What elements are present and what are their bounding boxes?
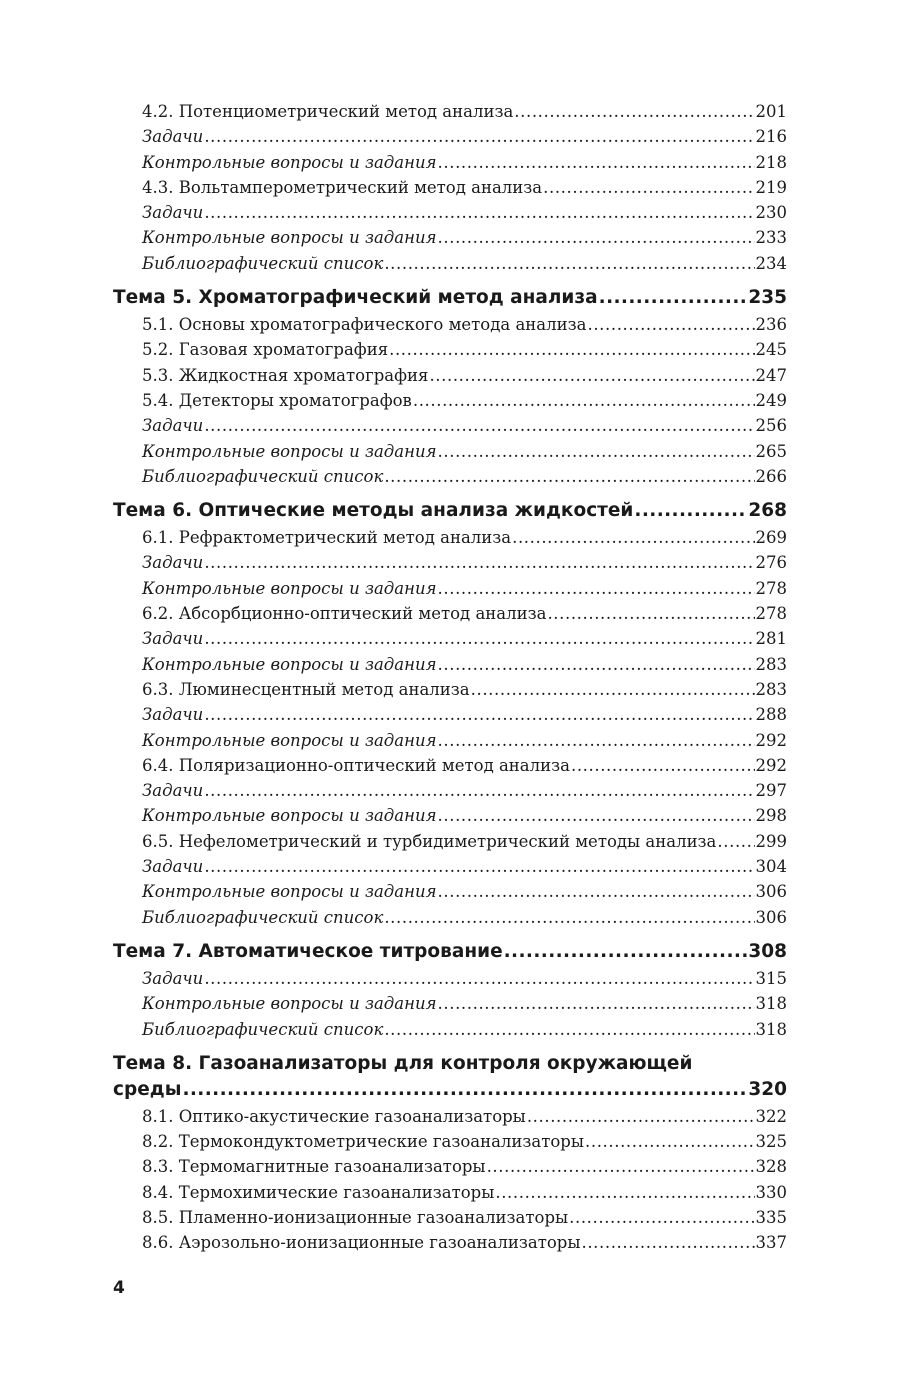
dot-leader: [384, 905, 754, 930]
toc-entry-title: 6.4. Поляризационно-оптический метод анализа: [142, 755, 570, 775]
dot-leader: [585, 1129, 755, 1154]
toc-entry[interactable]: [113, 1129, 787, 1154]
toc-entry-title: Контрольные вопросы и задания: [142, 228, 437, 248]
toc-entry[interactable]: [113, 99, 787, 124]
toc-entry-title: Контрольные вопросы и задания: [142, 806, 437, 826]
toc-entry[interactable]: [113, 702, 787, 727]
toc-entry[interactable]: [113, 363, 787, 388]
dot-leader: [204, 702, 754, 727]
toc-entry[interactable]: [113, 150, 787, 175]
toc-entry-page: 304: [755, 857, 787, 877]
dot-leader: [204, 550, 754, 575]
toc-entry-page: 315: [755, 968, 787, 988]
toc-entry-title: Контрольные вопросы и задания: [142, 730, 437, 750]
toc-entry-title: Задачи: [142, 203, 204, 223]
dot-leader: [204, 778, 754, 803]
toc-entry-title: Контрольные вопросы и задания: [142, 578, 437, 598]
toc-entry-title: Задачи: [142, 705, 204, 725]
toc-entry[interactable]: [113, 803, 787, 828]
toc-entry[interactable]: [113, 1104, 787, 1129]
toc-entry-title: 8.4. Термохимические газоанализаторы: [142, 1182, 495, 1202]
dot-leader: [514, 99, 754, 124]
toc-entry-title: Задачи: [142, 629, 204, 649]
toc-entry-page: 335: [755, 1207, 787, 1227]
toc-entry-page: 292: [755, 755, 787, 775]
toc-entry[interactable]: [113, 251, 787, 276]
toc-entry[interactable]: [113, 939, 787, 965]
dot-leader: [527, 1104, 755, 1129]
dot-leader: [438, 439, 755, 464]
toc-entry-page: 299: [755, 831, 787, 851]
dot-leader: [384, 1017, 754, 1042]
toc-entry-page: 269: [755, 528, 787, 548]
toc-entry-page: 306: [755, 907, 787, 927]
dot-leader: [204, 200, 754, 225]
toc-topic: [113, 285, 787, 311]
dot-leader: [204, 966, 754, 991]
toc-entry[interactable]: [113, 778, 787, 803]
toc-entry[interactable]: [113, 1230, 787, 1255]
dot-leader: [438, 576, 755, 601]
toc-entry-title: 5.1. Основы хроматографического метода анализа: [142, 315, 587, 335]
dot-leader: [547, 601, 754, 626]
toc-topic-title-line: Тема 8. Газоанализаторы для контроля окружающей: [113, 1052, 693, 1074]
toc-entry-title: 4.3. Вольтамперометрический метод анализа: [142, 177, 543, 197]
dot-leader: [438, 803, 755, 828]
toc-entry-title: 6.5. Нефелометрический и турбидиметрический методы анализа: [142, 831, 717, 851]
toc-entry[interactable]: [113, 1154, 787, 1179]
toc-topic: [113, 498, 787, 524]
toc-entry-page: 322: [755, 1106, 787, 1126]
dot-leader: [471, 677, 755, 702]
toc-entry-page: 266: [755, 466, 787, 486]
toc-entry-page: 283: [755, 654, 787, 674]
dot-leader: [384, 464, 754, 489]
toc-entry-page: 318: [755, 1019, 787, 1039]
toc-entry-title: 8.1. Оптико-акустические газоанализаторы: [142, 1106, 526, 1126]
toc-entry-title: Тема 6. Оптические методы анализа жидкостей: [113, 500, 634, 522]
toc-entry-page: 288: [755, 705, 787, 725]
dot-leader: [182, 1077, 747, 1103]
dot-leader: [204, 626, 754, 651]
toc-entry-title: Библиографический список: [142, 907, 384, 927]
toc-entry-title: Тема 7. Автоматическое титрование: [113, 940, 503, 962]
toc-entry[interactable]: [113, 337, 787, 362]
toc-entry[interactable]: [113, 626, 787, 651]
toc-entry-title: Контрольные вопросы и задания: [142, 994, 437, 1014]
toc-entry-title: 6.2. Абсорбционно-оптический метод анализа: [142, 604, 547, 624]
toc-entry-title: 5.2. Газовая хроматография: [142, 340, 389, 360]
dot-leader: [569, 1205, 754, 1230]
dot-leader: [438, 728, 755, 753]
toc-entry-page: 201: [755, 102, 787, 121]
toc-entry[interactable]: [113, 728, 787, 753]
toc-entry[interactable]: [113, 576, 787, 601]
toc-entry-page: 281: [755, 629, 787, 649]
toc-entry-title: 6.1. Рефрактометрический метод анализа: [142, 528, 512, 548]
toc-entry[interactable]: [113, 854, 787, 879]
toc-entry-page: 337: [755, 1233, 787, 1253]
dot-leader: [495, 1180, 754, 1205]
toc-entry[interactable]: [113, 991, 787, 1016]
dot-leader: [389, 337, 754, 362]
toc-entry-page: 233: [755, 228, 787, 248]
toc-entry[interactable]: [113, 829, 787, 854]
dot-leader: [599, 285, 748, 311]
toc-entry-page: 276: [755, 553, 787, 573]
dot-leader: [487, 1154, 755, 1179]
dot-leader: [204, 124, 754, 149]
toc-entry-title: 8.5. Пламенно-ионизационные газоанализаторы: [142, 1207, 569, 1227]
dot-leader: [587, 312, 754, 337]
toc-entry[interactable]: [113, 550, 787, 575]
toc-entry-title: Задачи: [142, 968, 204, 988]
dot-leader: [504, 939, 748, 965]
toc-entry[interactable]: [113, 285, 787, 311]
toc-entry[interactable]: [113, 677, 787, 702]
toc-entry-title: 4.2. Потенциометрический метод анализа: [142, 102, 514, 121]
toc-entry-title: Задачи: [142, 127, 204, 147]
toc-entry-page: 297: [755, 781, 787, 801]
toc-entry[interactable]: [113, 525, 787, 550]
dot-leader: [717, 829, 754, 854]
toc-entry-title: Контрольные вопросы и задания: [142, 654, 437, 674]
toc-entry-title: Контрольные вопросы и задания: [142, 882, 437, 902]
toc-entry-title: Задачи: [142, 553, 204, 573]
toc-entry[interactable]: [113, 200, 787, 225]
toc-entry-page: 256: [755, 416, 787, 436]
toc-entry-page: 247: [755, 365, 787, 385]
dot-leader: [204, 854, 754, 879]
toc-entry[interactable]: [113, 498, 787, 524]
toc-entry-title: Библиографический список: [142, 1019, 384, 1039]
toc-entry-page: 292: [755, 730, 787, 750]
toc-entry-page: 330: [755, 1182, 787, 1202]
toc-entry-page: 234: [755, 253, 787, 273]
toc-entry-title: 8.6. Аэрозольно-ионизационные газоанализаторы: [142, 1233, 581, 1253]
toc-entry-page: 265: [755, 441, 787, 461]
toc-entry[interactable]: [113, 1077, 787, 1103]
dot-leader: [512, 525, 754, 550]
dot-leader: [543, 175, 754, 200]
toc-entry[interactable]: [113, 879, 787, 904]
toc-entry[interactable]: [113, 753, 787, 778]
dot-leader: [438, 879, 755, 904]
toc-entry-title: Тема 5. Хроматографический метод анализа: [113, 287, 598, 309]
toc-entry[interactable]: [113, 439, 787, 464]
toc-entry-title: Библиографический список: [142, 253, 384, 273]
table-of-contents: [113, 99, 787, 1256]
toc-entry-title: 5.3. Жидкостная хроматография: [142, 365, 429, 385]
toc-entry[interactable]: [113, 464, 787, 489]
toc-entry-title: 6.3. Люминесцентный метод анализа: [142, 679, 470, 699]
toc-entry[interactable]: [113, 124, 787, 149]
toc-entry-page: 230: [755, 203, 787, 223]
toc-entry[interactable]: [113, 413, 787, 438]
toc-entry[interactable]: [113, 312, 787, 337]
toc-entry[interactable]: [113, 601, 787, 626]
toc-entry[interactable]: [113, 175, 787, 200]
toc-entry-title: 5.4. Детекторы хроматографов: [142, 390, 412, 410]
dot-leader: [571, 753, 755, 778]
dot-leader: [438, 150, 755, 175]
dot-leader: [413, 388, 755, 413]
dot-leader: [581, 1230, 754, 1255]
toc-entry-page: 278: [755, 604, 787, 624]
dot-leader: [429, 363, 754, 388]
toc-entry[interactable]: [113, 905, 787, 930]
toc-entry-page: 268: [748, 500, 787, 522]
toc-entry-title: Контрольные вопросы и задания: [142, 441, 437, 461]
dot-leader: [634, 498, 747, 524]
toc-entry-title: Библиографический список: [142, 466, 384, 486]
dot-leader: [438, 225, 755, 250]
toc-entry-page: 328: [755, 1157, 787, 1177]
toc-entry-page: 298: [755, 806, 787, 826]
toc-entry[interactable]: [113, 1205, 787, 1230]
toc-entry-title: Контрольные вопросы и задания: [142, 152, 437, 172]
toc-entry-page: 235: [748, 287, 787, 309]
dot-leader: [384, 251, 754, 276]
toc-entry[interactable]: [113, 1017, 787, 1042]
toc-topic: [113, 1051, 787, 1103]
toc-entry-page: 219: [755, 177, 787, 197]
toc-entry[interactable]: [113, 1180, 787, 1205]
toc-entry-page: 218: [755, 152, 787, 172]
toc-entry-title: Задачи: [142, 781, 204, 801]
toc-entry-page: 245: [755, 340, 787, 360]
toc-entry[interactable]: [113, 652, 787, 677]
toc-entry[interactable]: [113, 966, 787, 991]
toc-entry[interactable]: [113, 225, 787, 250]
page-number: 4: [113, 1278, 125, 1298]
toc-entry-page: 318: [755, 994, 787, 1014]
dot-leader: [204, 413, 754, 438]
toc-entry-page: 236: [755, 315, 787, 335]
toc-entry-title: Задачи: [142, 857, 204, 877]
toc-entry-page: 249: [755, 390, 787, 410]
toc-entry-page: 278: [755, 578, 787, 598]
toc-entry-title: 8.3. Термомагнитные газоанализаторы: [142, 1157, 486, 1177]
toc-entry-page: 325: [755, 1132, 787, 1152]
toc-entry-page: 306: [755, 882, 787, 902]
toc-entry-title: среды: [113, 1078, 182, 1100]
toc-entry-page: 216: [755, 127, 787, 147]
toc-entry-page: 283: [755, 679, 787, 699]
toc-entry-title: 8.2. Термокондуктометрические газоанализаторы: [142, 1132, 584, 1152]
toc-topic: [113, 939, 787, 965]
dot-leader: [438, 991, 755, 1016]
dot-leader: [438, 652, 755, 677]
toc-entry-page: 308: [748, 940, 787, 962]
toc-entry-title: Задачи: [142, 416, 204, 436]
toc-entry-page: 320: [748, 1078, 787, 1100]
toc-entry[interactable]: [113, 388, 787, 413]
